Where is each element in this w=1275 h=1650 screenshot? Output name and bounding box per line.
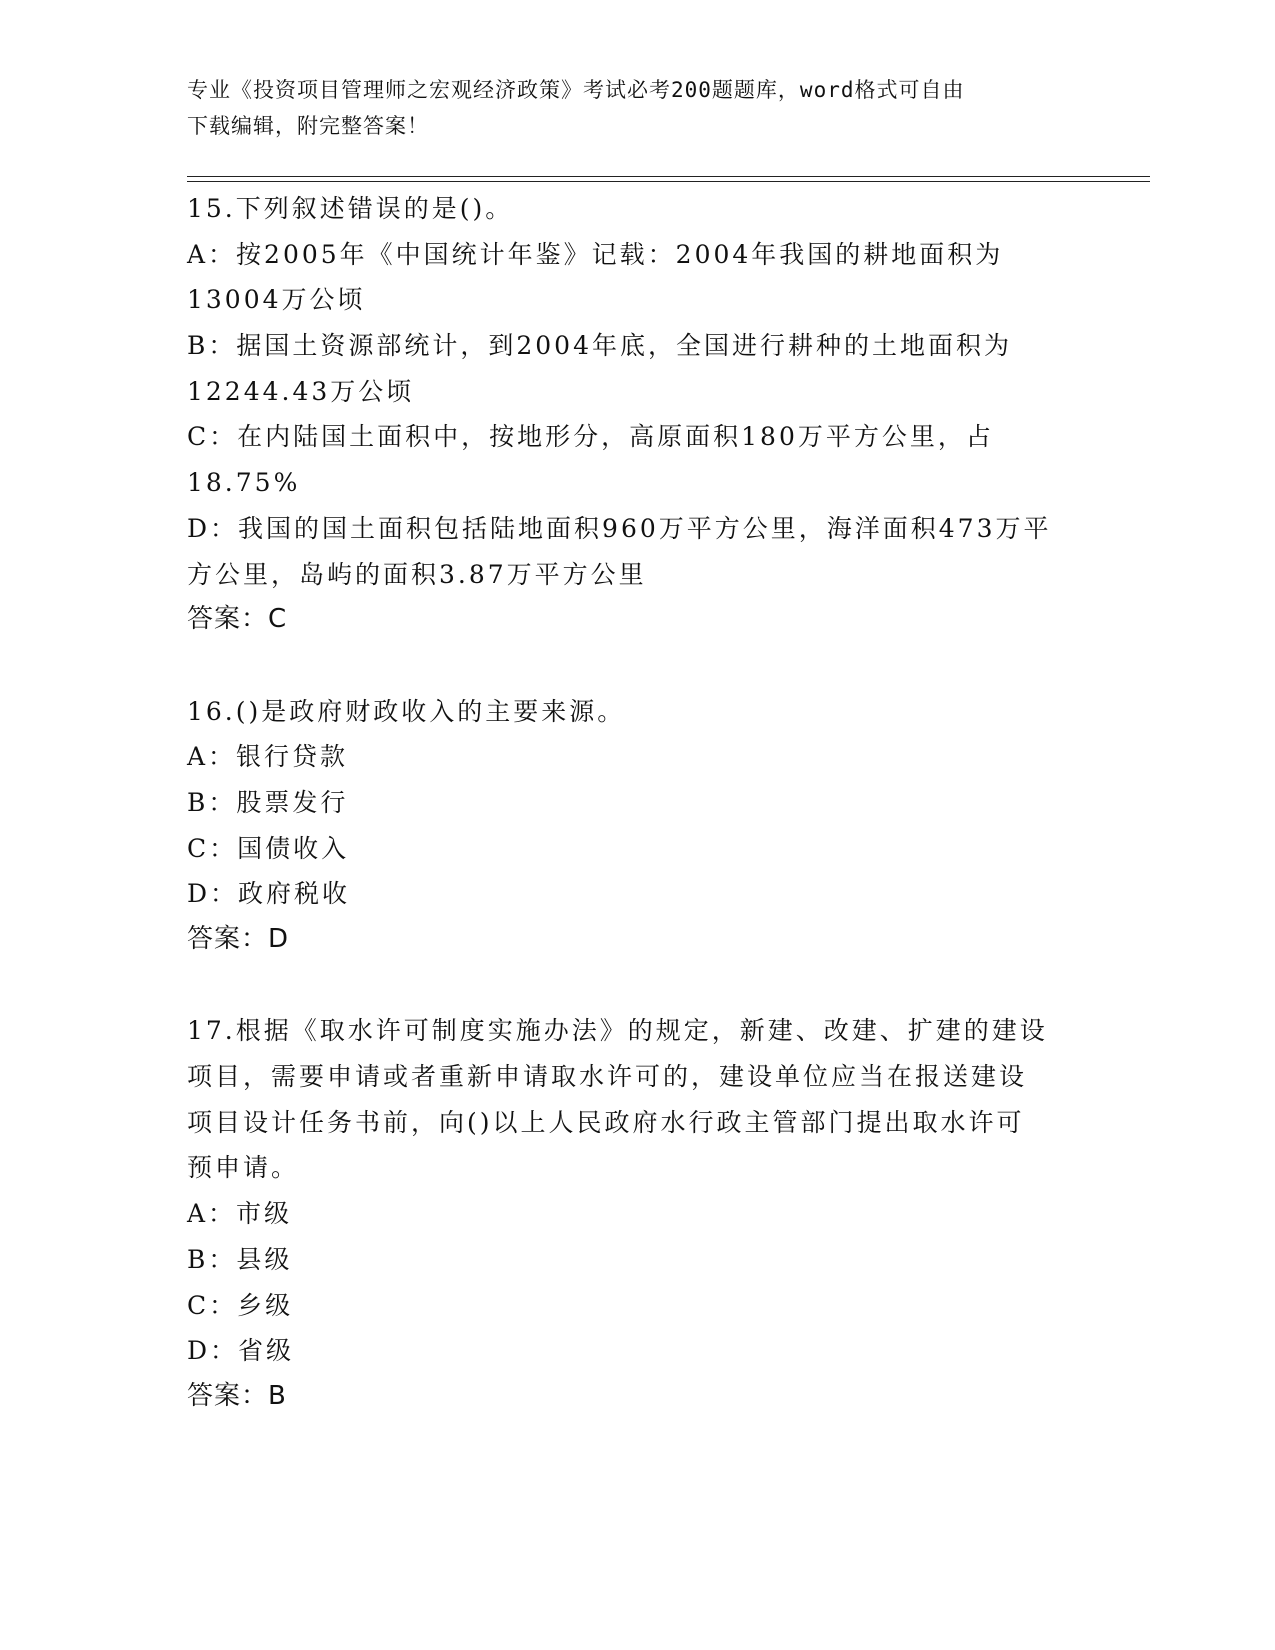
question-stem: 17.根据《取水许可制度实施办法》的规定，新建、改建、扩建的建设 <box>187 1016 1048 1046</box>
option-d: D：省级 <box>187 1336 295 1366</box>
header-divider <box>187 181 1150 182</box>
option-a: A：银行贷款 <box>187 742 349 772</box>
header-line: 下载编辑，附完整答案！ <box>187 114 429 138</box>
option-b: B：股票发行 <box>187 787 349 817</box>
question-stem-continued: 项目，需要申请或者重新申请取水许可的，建设单位应当在报送建设 <box>187 1062 1028 1092</box>
option-a-continued: 13004万公顷 <box>187 285 366 315</box>
option-a: A：市级 <box>187 1199 293 1229</box>
answer-label: 答案：D <box>187 924 290 954</box>
answer-label: 答案：C <box>187 604 288 635</box>
option-a: A：按2005年《中国统计年鉴》记载：2004年我国的耕地面积为 <box>187 239 1004 269</box>
option-c: C：国债收入 <box>187 833 350 863</box>
question-list <box>187 186 1087 1420</box>
option-c-continued: 18.75% <box>187 468 301 498</box>
question-stem: 15.下列叙述错误的是()。 <box>187 194 514 223</box>
option-b: B：据国土资源部统计，到2004年底，全国进行耕种的土地面积为 <box>187 331 1012 361</box>
question-stem-continued: 项目设计任务书前，向()以上人民政府水行政主管部门提出取水许可 <box>187 1107 1025 1137</box>
option-b-continued: 12244.43万公顷 <box>187 376 415 406</box>
question-stem-continued: 预申请。 <box>187 1153 300 1183</box>
option-d: D：政府税收 <box>187 879 351 909</box>
question-spacer <box>187 963 1087 1009</box>
answer-label: 答案：B <box>187 1380 287 1411</box>
option-c: C：在内陆国土面积中，按地形分，高原面积180万平方公里，占 <box>187 422 994 452</box>
header-line: 专业《投资项目管理师之宏观经济政策》考试必考200题题库，word格式可自由 <box>187 78 965 102</box>
option-b: B：县级 <box>187 1244 293 1274</box>
document-header <box>187 72 1077 144</box>
question-stem: 16.()是政府财政收入的主要来源。 <box>187 696 626 726</box>
question-spacer <box>187 643 1087 689</box>
header-divider <box>187 176 1150 177</box>
option-d-continued: 方公里，岛屿的面积3.87万平方公里 <box>187 559 647 589</box>
option-d: D：我国的国土面积包括陆地面积960万平方公里，海洋面积473万平 <box>187 513 1052 543</box>
option-c: C：乡级 <box>187 1290 294 1320</box>
